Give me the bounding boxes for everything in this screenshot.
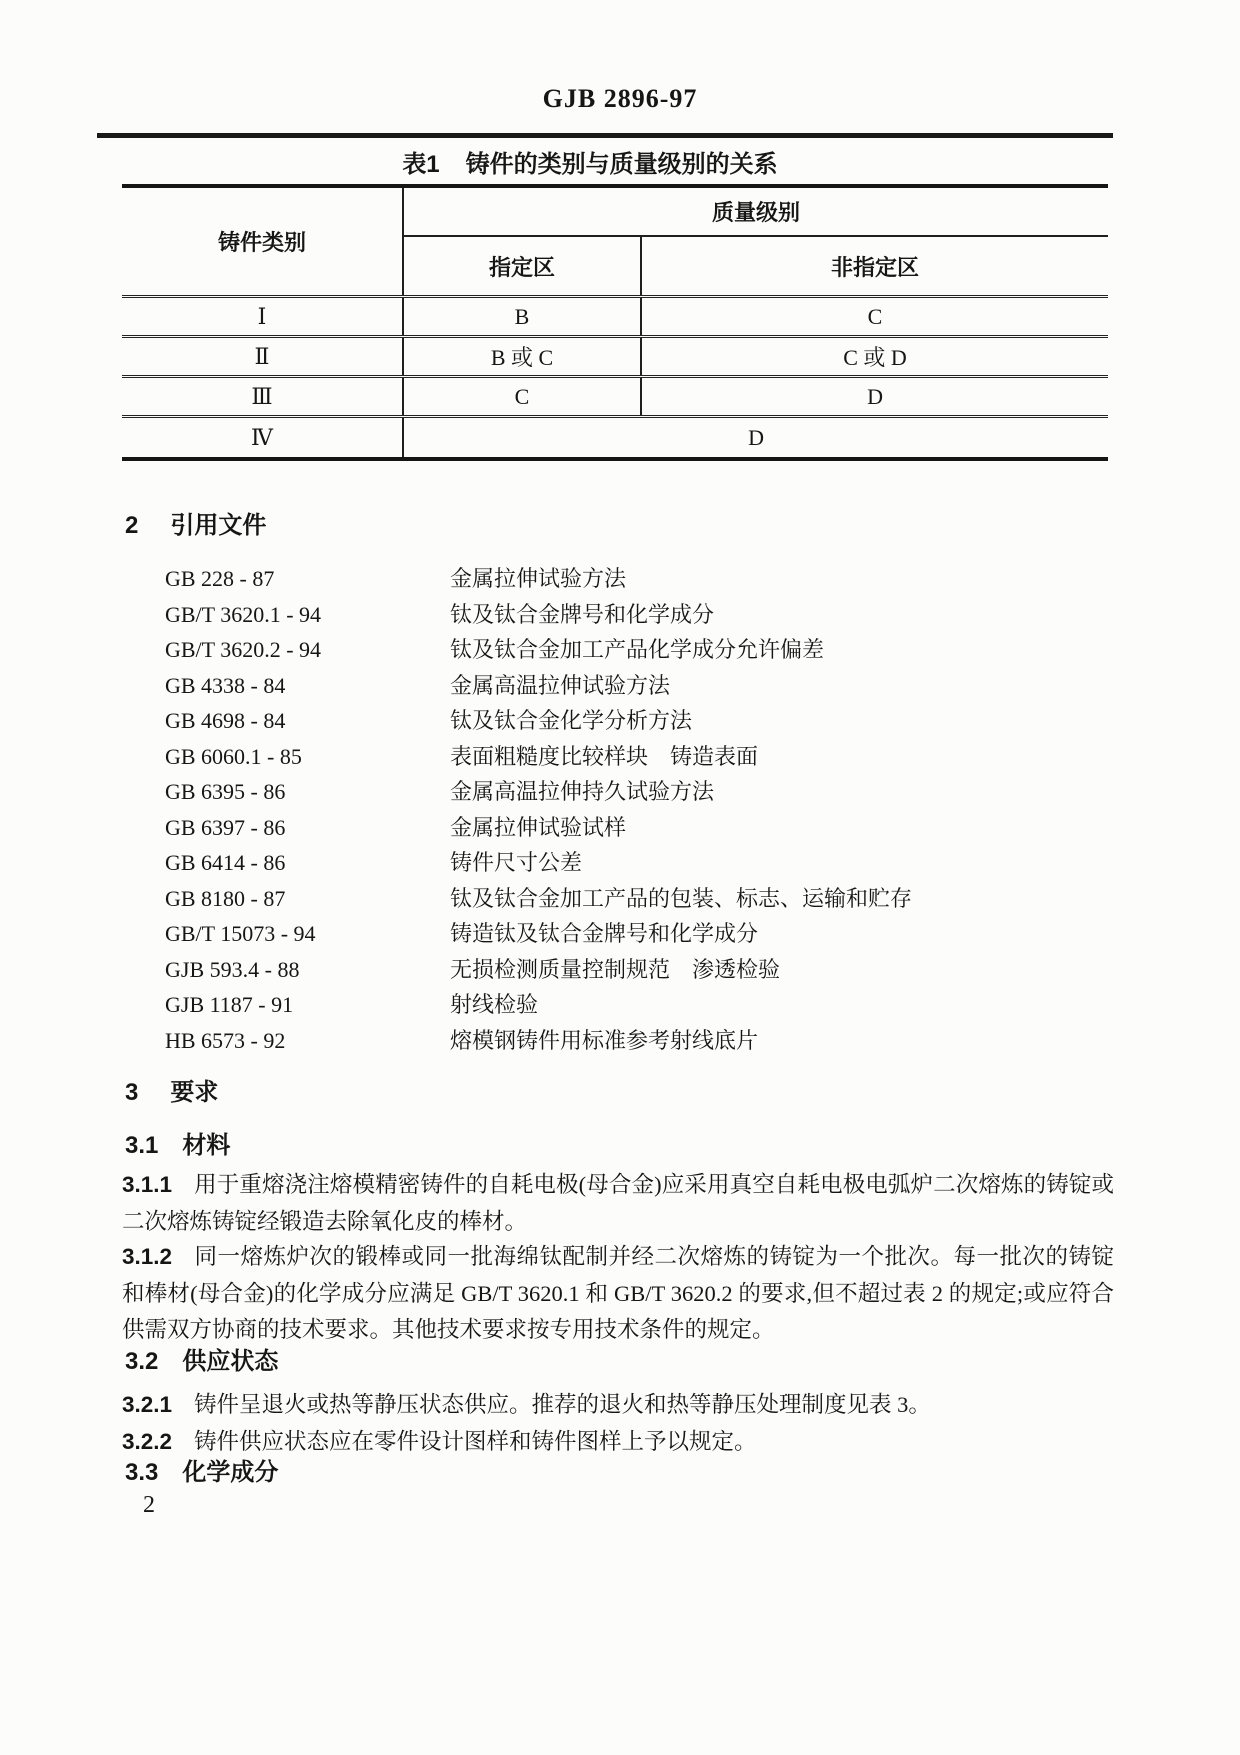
reference-item (165, 739, 1125, 775)
reference-title: 表面粗糙度比较样块 铸造表面 (450, 743, 759, 769)
clause-3-2-2-text: 铸件供应状态应在零件设计图样和铸件图样上予以规定。 (194, 1429, 757, 1454)
table1-cell-designated-1: B (403, 297, 641, 337)
clause-3-1-2 (122, 1239, 1114, 1349)
reference-code: GB/T 3620.1 - 94 (165, 601, 322, 627)
reference-title: 钛及钛合金牌号和化学成分 (450, 601, 715, 627)
section-3-3-title: 化学成分 (182, 1459, 279, 1486)
page-number: 2 (143, 1492, 155, 1518)
section-3-heading (125, 1079, 218, 1107)
clause-3-2-1 (122, 1387, 1114, 1424)
table1-cell-non-designated-2: C 或 D (641, 337, 1108, 377)
reference-list (165, 561, 1125, 1058)
reference-code: GB 6060.1 - 85 (165, 743, 302, 769)
reference-code: GB 228 - 87 (165, 566, 275, 591)
reference-code: GB 4698 - 84 (165, 708, 286, 733)
table1-row-1 (122, 297, 1108, 337)
reference-title: 金属拉伸试验试样 (450, 814, 627, 840)
reference-code: GB 4338 - 84 (165, 672, 286, 698)
reference-title: 金属拉伸试验方法 (450, 566, 627, 591)
reference-code: GB/T 15073 - 94 (165, 921, 316, 946)
reference-item (165, 987, 1125, 1023)
table1-header-casting-class: 铸件类别 (122, 186, 403, 297)
reference-title: 铸件尺寸公差 (450, 850, 583, 875)
section-2-title: 引用文件 (170, 512, 267, 539)
table1-header-quality-level: 质量级别 (712, 200, 801, 225)
section-3-2-title: 供应状态 (182, 1348, 279, 1375)
reference-item (165, 1023, 1125, 1059)
section-3-2-heading (125, 1348, 278, 1376)
reference-title: 钛及钛合金化学分析方法 (450, 708, 693, 733)
reference-title: 金属高温拉伸试验方法 (450, 672, 671, 698)
clause-3-1-1-text: 用于重熔浇注熔模精密铸件的自耗电极(母合金)应采用真空自耗电极电弧炉二次熔炼的铸锭或二次熔炼铸锭经锻造去除氧化皮的棒材。 (122, 1172, 1114, 1234)
table1-cell-designated-2: B 或 C (403, 337, 641, 377)
reference-title: 无损检测质量控制规范 渗透检验 (450, 956, 781, 982)
clause-3-1-2-number: 3.1.2 (122, 1244, 173, 1269)
reference-item (165, 668, 1125, 704)
table1-cell-non-designated-1: C (641, 297, 1108, 337)
clause-3-2-1-number: 3.2.1 (122, 1392, 173, 1417)
table1-header-designated: 指定区 (403, 236, 641, 297)
table1-cell-designated-3: C (403, 377, 641, 417)
section-2-heading (125, 512, 266, 540)
reference-code: GB 6395 - 86 (165, 779, 286, 804)
reference-item (165, 845, 1125, 881)
section-3-1-title: 材料 (182, 1132, 231, 1159)
reference-code: GJB 593.4 - 88 (165, 956, 300, 982)
section-3-3-number: 3.3 (125, 1459, 159, 1486)
reference-title: 铸造钛及钛合金牌号和化学成分 (450, 921, 759, 946)
table1-row-2 (122, 337, 1108, 377)
clause-3-1-1-number: 3.1.1 (122, 1172, 173, 1197)
header-rule (97, 133, 1113, 138)
table1-cell-non-designated-3: D (641, 377, 1108, 417)
table1-cell-class-4: Ⅳ (122, 417, 403, 460)
clause-3-1-1 (122, 1167, 1114, 1240)
table1-cell-all-zones-4: D (403, 417, 1108, 460)
reference-item (165, 561, 1125, 597)
reference-code: GB/T 3620.2 - 94 (165, 637, 322, 662)
section-3-1-heading (125, 1132, 230, 1160)
reference-code: GJB 1187 - 91 (165, 992, 294, 1017)
reference-code: GB 6397 - 86 (165, 814, 286, 840)
reference-code: GB 6414 - 86 (165, 850, 286, 875)
table1-row-4 (122, 417, 1108, 460)
clause-3-1-2-text: 同一熔炼炉次的锻棒或同一批海绵钛配制并经二次熔炼的铸锭为一个批次。每一批次的铸锭和棒材(母合金)的化学成分应满足 GB/T 3620.1 和 GB/T 3620.2 的要求,但不超过表 2 的规定;或应符合供需双方协商的技术要求。其他技术要求按专用技术条件的规定。 (122, 1244, 1114, 1342)
section-3-number: 3 (125, 1079, 139, 1106)
table1-header-row-1 (122, 186, 1108, 236)
reference-title: 钛及钛合金加工产品化学成分允许偏差 (450, 637, 825, 662)
table1-caption (0, 144, 1180, 179)
doc-code: GJB 2896-97 (542, 84, 698, 113)
clause-3-2-2-number: 3.2.2 (122, 1429, 173, 1454)
table1-caption-title: 铸件的类别与质量级别的关系 (465, 151, 778, 178)
reference-item (165, 881, 1125, 917)
table1-header-non-designated: 非指定区 (641, 236, 1108, 297)
section-3-1-number: 3.1 (125, 1132, 159, 1159)
reference-title: 射线检验 (450, 992, 539, 1017)
reference-item (165, 810, 1125, 846)
reference-item (165, 952, 1125, 988)
section-3-3-heading (125, 1459, 278, 1487)
clause-3-2-2 (122, 1424, 1114, 1461)
clause-3-2-1-text: 铸件呈退火或热等静压状态供应。推荐的退火和热等静压处理制度见表 3。 (194, 1392, 931, 1417)
reference-item (165, 597, 1125, 633)
table1-cell-class-2: Ⅱ (122, 337, 403, 377)
reference-item (165, 703, 1125, 739)
section-3-title: 要求 (170, 1079, 219, 1106)
reference-title: 金属高温拉伸持久试验方法 (450, 779, 715, 804)
reference-code: HB 6573 - 92 (165, 1027, 286, 1053)
reference-code: GB 8180 - 87 (165, 885, 286, 911)
table1-cell-class-1: Ⅰ (122, 297, 403, 337)
section-3-2-number: 3.2 (125, 1348, 159, 1375)
reference-title: 钛及钛合金加工产品的包装、标志、运输和贮存 (450, 885, 913, 911)
table1-cell-class-3: Ⅲ (122, 377, 403, 417)
table1-caption-label: 表1 (402, 151, 440, 178)
reference-item (165, 774, 1125, 810)
table1-row-3 (122, 377, 1108, 417)
reference-title: 熔模钢铸件用标准参考射线底片 (450, 1027, 759, 1053)
reference-item (165, 916, 1125, 952)
reference-item (165, 632, 1125, 668)
table1 (122, 184, 1108, 461)
section-2-number: 2 (125, 512, 139, 539)
